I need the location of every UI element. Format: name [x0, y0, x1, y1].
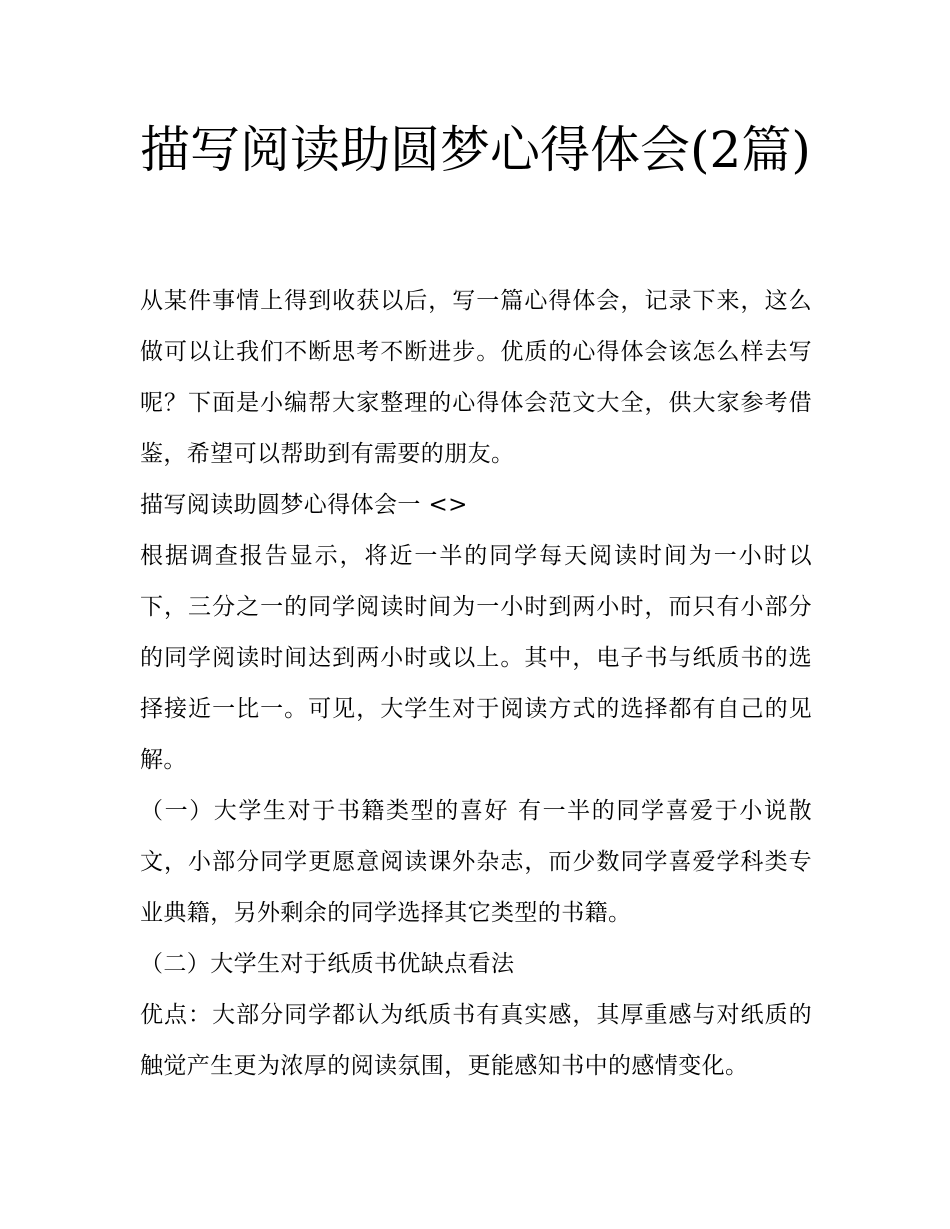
book-type-paragraph: （一）大学生对于书籍类型的喜好 有一半的同学喜爱于小说散文，小部分同学更愿意阅读课外杂志，而少数同学喜爱学科类专业典籍，另外剩余的同学选择其它类型的书籍。 [140, 798, 812, 926]
section-heading: 描写阅读助圆梦心得体会一 <> [140, 492, 468, 518]
document-body [140, 276, 812, 1092]
subheading-paper-books: （二）大学生对于纸质书优缺点看法 [140, 951, 515, 977]
document-title: 描写阅读助圆梦心得体会(2篇) [140, 121, 811, 179]
survey-paragraph: 根据调查报告显示，将近一半的同学每天阅读时间为一小时以下，三分之一的同学阅读时间为一小时到两小时，而只有小部分的同学阅读时间达到两小时或以上。其中，电子书与纸质书的选择接近一比一。可见，大学生对于阅读方式的选择都有自己的见解。 [140, 543, 812, 773]
advantages-paragraph: 优点：大部分同学都认为纸质书有真实感，其厚重感与对纸质的触觉产生更为浓厚的阅读氛围，更能感知书中的感情变化。 [140, 1002, 812, 1079]
intro-paragraph: 从某件事情上得到收获以后，写一篇心得体会，记录下来，这么做可以让我们不断思考不断进步。优质的心得体会该怎么样去写呢？下面是小编帮大家整理的心得体会范文大全，供大家参考借鉴，希望可以帮助到有需要的朋友。 [140, 288, 812, 467]
